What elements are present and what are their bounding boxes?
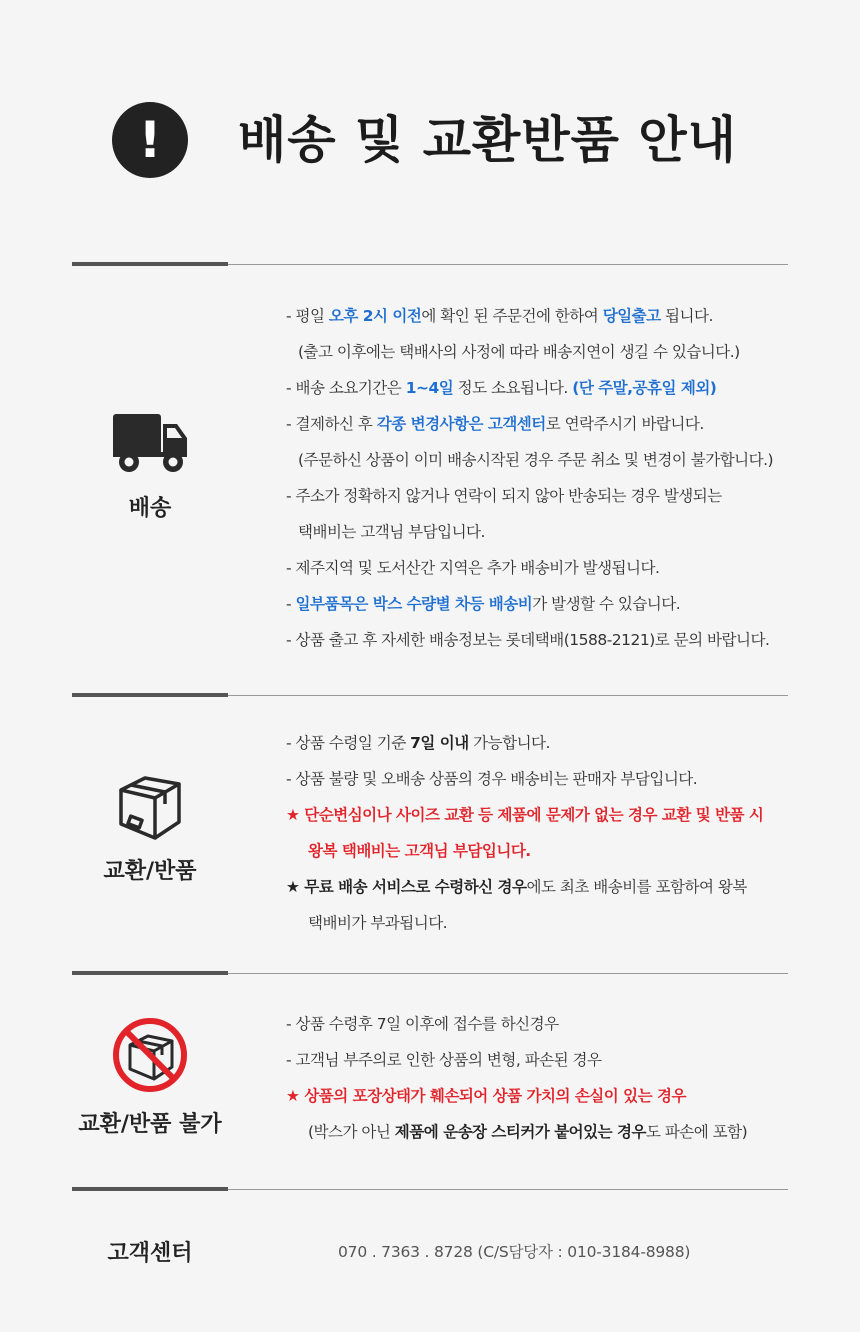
text-segment: - 평일 [286, 307, 329, 325]
delivery-info-list [286, 298, 806, 658]
delivery-label: 배송 [128, 496, 172, 521]
list-item [286, 797, 806, 833]
text-segment: 됩니다. [660, 307, 713, 325]
list-item [286, 622, 806, 658]
page-title: 배송 및 교환반품 안내 [238, 111, 737, 169]
customer-center-label: 고객센터 [107, 1241, 193, 1266]
section-divider [72, 973, 788, 974]
section-divider [72, 264, 788, 265]
list-item [286, 833, 806, 869]
highlight-text: ★ 무료 배송 서비스로 수령하신 경우 [286, 878, 527, 896]
highlight-text: 오후 2시 이전 [328, 307, 422, 325]
highlight-text: 각종 변경사항은 고객센터 [376, 415, 546, 433]
text-segment: - 상품 출고 후 자세한 배송정보는 롯데택배(1588-2121)로 문의 바랍니다. [286, 631, 770, 649]
text-segment: - 제주지역 및 도서산간 지역은 추가 배송비가 발생됩니다. [286, 559, 660, 577]
list-item [286, 334, 806, 370]
text-segment: - 상품 불량 및 오배송 상품의 경우 배송비는 판매자 부담입니다. [286, 770, 698, 788]
list-item [286, 406, 806, 442]
exchange-info-list [286, 725, 806, 941]
highlight-text: ★ 단순변심이나 사이즈 교환 등 제품에 문제가 없는 경우 교환 및 반품 시 [286, 806, 764, 824]
text-segment: - [286, 595, 296, 613]
exchange-label: 교환/반품 [103, 859, 197, 884]
list-item [286, 869, 806, 905]
list-item [286, 1114, 806, 1150]
page-header [0, 92, 860, 192]
text-segment: - 상품 수령후 7일 이후에 접수를 하신경우 [286, 1015, 559, 1033]
text-segment: (주문하신 상품이 이미 배송시작된 경우 주문 취소 및 변경이 불가합니다.) [298, 451, 774, 469]
text-segment: 에 확인 된 주문건에 한하여 [421, 307, 603, 325]
highlight-text: 일부품목은 박스 수량별 차등 배송비 [295, 595, 533, 613]
list-item [286, 478, 806, 514]
list-item [286, 1006, 806, 1042]
text-segment: - 상품 수령일 기준 [286, 734, 411, 752]
text-segment: 가 발생할 수 있습니다. [532, 595, 681, 613]
list-item [286, 586, 806, 622]
highlight-text: ★ 상품의 포장상태가 훼손되어 상품 가치의 손실이 있는 경우 [286, 1087, 686, 1105]
prohibited-box-icon [100, 1015, 200, 1099]
list-item [286, 725, 806, 761]
list-item [286, 514, 806, 550]
list-item [286, 442, 806, 478]
text-segment: (출고 이후에는 택배사의 사정에 따라 배송지연이 생길 수 있습니다.) [298, 343, 740, 361]
list-item [286, 1078, 806, 1114]
list-item [286, 298, 806, 334]
highlight-text: 1~4일 [405, 379, 454, 397]
section-divider [72, 1189, 788, 1190]
text-segment: - 결제하신 후 [286, 415, 377, 433]
warning-icon: ! [112, 102, 188, 178]
text-segment: 도 파손에 포함) [645, 1123, 748, 1141]
customer-center-phone: 070 . 7363 . 8728 (C/S담당자 : 010-3184-8988) [338, 1243, 691, 1261]
text-segment: 정도 소요됩니다. [453, 379, 573, 397]
truck-icon [100, 412, 200, 478]
highlight-text: 왕복 택배비는 고객님 부담입니다. [308, 842, 531, 860]
text-segment: 택배비는 고객님 부담입니다. [298, 523, 485, 541]
box-icon [100, 770, 200, 846]
highlight-text: 7일 이내 [410, 734, 469, 752]
list-item [286, 370, 806, 406]
list-item [286, 905, 806, 941]
text-segment: 에도 최초 배송비를 포함하여 왕복 [526, 878, 747, 896]
list-item [286, 1042, 806, 1078]
highlight-text: 당일출고 [602, 307, 661, 325]
list-item [286, 550, 806, 586]
list-item [286, 761, 806, 797]
text-segment: 로 연락주시기 바랍니다. [545, 415, 704, 433]
highlight-text: 제품에 운송장 스티커가 붙어있는 경우 [394, 1123, 646, 1141]
no-exchange-info-list [286, 1006, 806, 1150]
text-segment: - 고객님 부주의로 인한 상품의 변형, 파손된 경우 [286, 1051, 602, 1069]
section-divider [72, 695, 788, 696]
text-segment: (박스가 아닌 [308, 1123, 395, 1141]
text-segment: 택배비가 부과됩니다. [308, 914, 448, 932]
text-segment: - 주소가 정확하지 않거나 연락이 되지 않아 반송되는 경우 발생되는 [286, 487, 722, 505]
text-segment: 가능합니다. [468, 734, 550, 752]
highlight-text: (단 주말,공휴일 제외) [572, 379, 717, 397]
no-exchange-label: 교환/반품 불가 [78, 1112, 222, 1137]
text-segment: - 배송 소요기간은 [286, 379, 406, 397]
